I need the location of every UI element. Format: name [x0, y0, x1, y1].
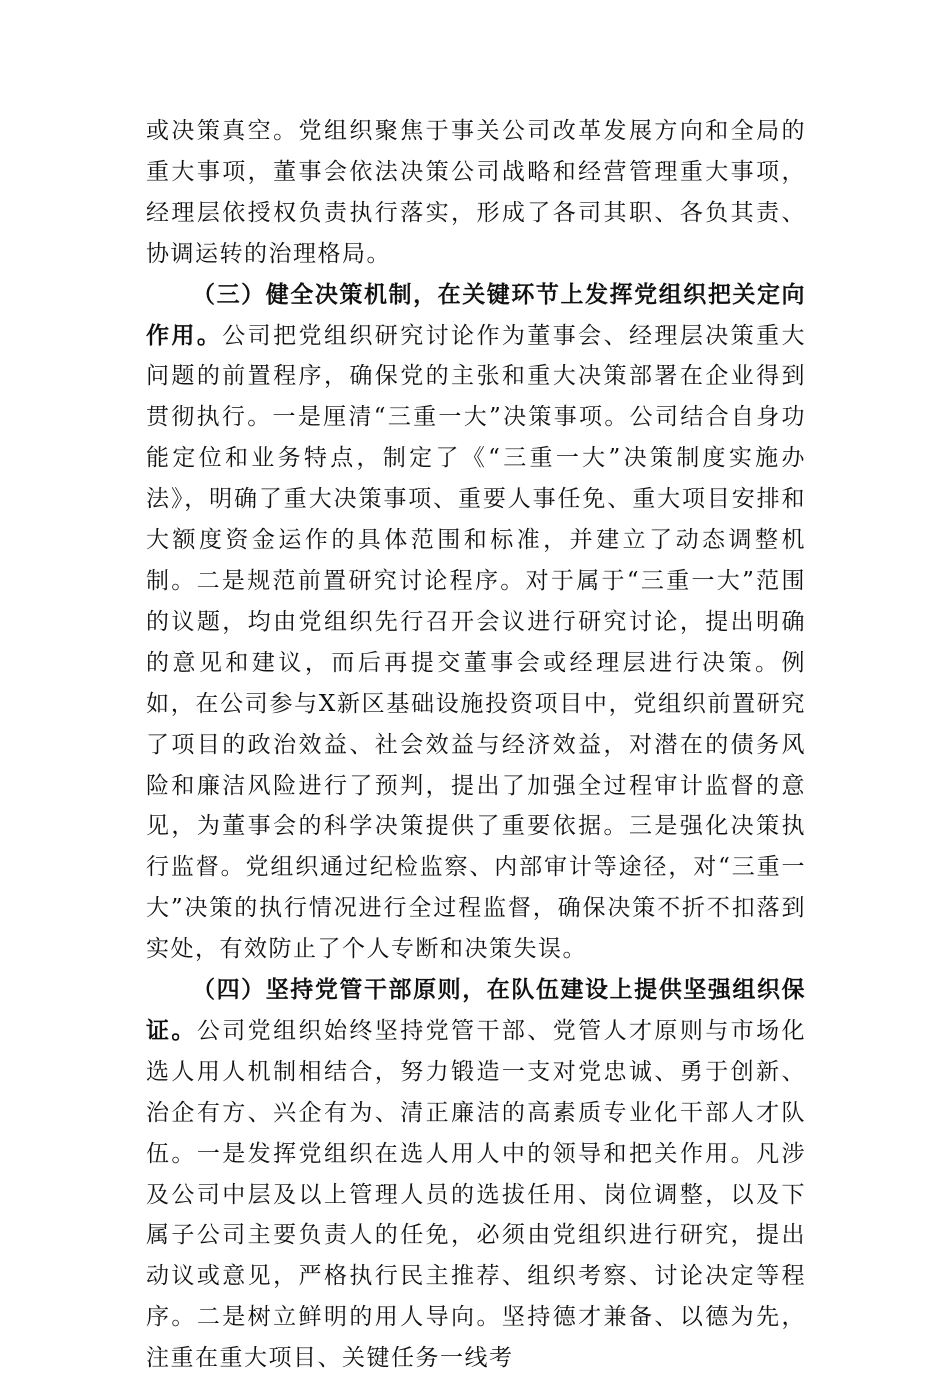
section-3-text: 公司把党组织研究讨论作为董事会、经理层决策重大问题的前置程序，确保党的主张和重大决策部署在企业得到贯彻执行。一是厘清“三重一大”决策事项。公司结合自身功能定位和业务特点，制定了《“三重一大”决策制度实施办法》，明确了重大决策事项、重要人事任免、重大项目安排和大额度资金运作的具体范围和标准，并建立了动态调整机制。二是规范前置研究讨论程序。对于属于“三重一大”范围的议题，均由党组织先行召开会议进行研究讨论，提出明确的意见和建议，而后再提交董事会或经理层进行决策。例如，在公司参与X新区基础设施投资项目中，党组织前置研究了项目的政治效益、社会效益与经济效益，对潜在的债务风险和廉洁风险进行了预判，提出了加强全过程审计监督的意见，为董事会的科学决策提供了重要依据。三是强化决策执行监督。党组织通过纪检监察、内部审计等途径，对“三重一大”决策的执行情况进行全过程监督，确保决策不折不扣落到实处，有效防止了个人专断和决策失误。: [146, 322, 807, 963]
section-3-heading: （三）健全决策机制，在关键环节上发挥党组织把关定向作用。: [146, 280, 806, 349]
paragraph-section-4: [146, 970, 806, 1379]
paragraph-1-text: 或决策真空。党组织聚焦于事关公司改革发展方向和全局的重大事项，董事会依法决策公司战略和经营管理重大事项，经理层依授权负责执行落实，形成了各司其职、各负其责、协调运转的治理格局。: [146, 118, 806, 267]
paragraph-continued: [146, 111, 806, 275]
section-4-heading: （四）坚持党管干部原则，在队伍建设上提供坚强组织保证。: [146, 976, 806, 1044]
paragraph-section-3: [146, 275, 806, 970]
document-body: [146, 111, 806, 1379]
section-4-text: 公司党组织始终坚持党管干部、党管人才原则与市场化选人用人机制相结合，努力锻造一支对党忠诚、勇于创新、治企有方、兴企有为、清正廉洁的高素质专业化干部人才队伍。一是发挥党组织在选人用人中的领导和把关作用。凡涉及公司中层及以上管理人员的选拔任用、岗位调整，以及下属子公司主要负责人的任免，必须由党组织进行研究，提出动议或意见，严格执行民主推荐、组织考察、讨论决定等程序。二是树立鲜明的用人导向。坚持德才兼备、以德为先，注重在重大项目、关键任务一线考: [146, 1017, 807, 1372]
